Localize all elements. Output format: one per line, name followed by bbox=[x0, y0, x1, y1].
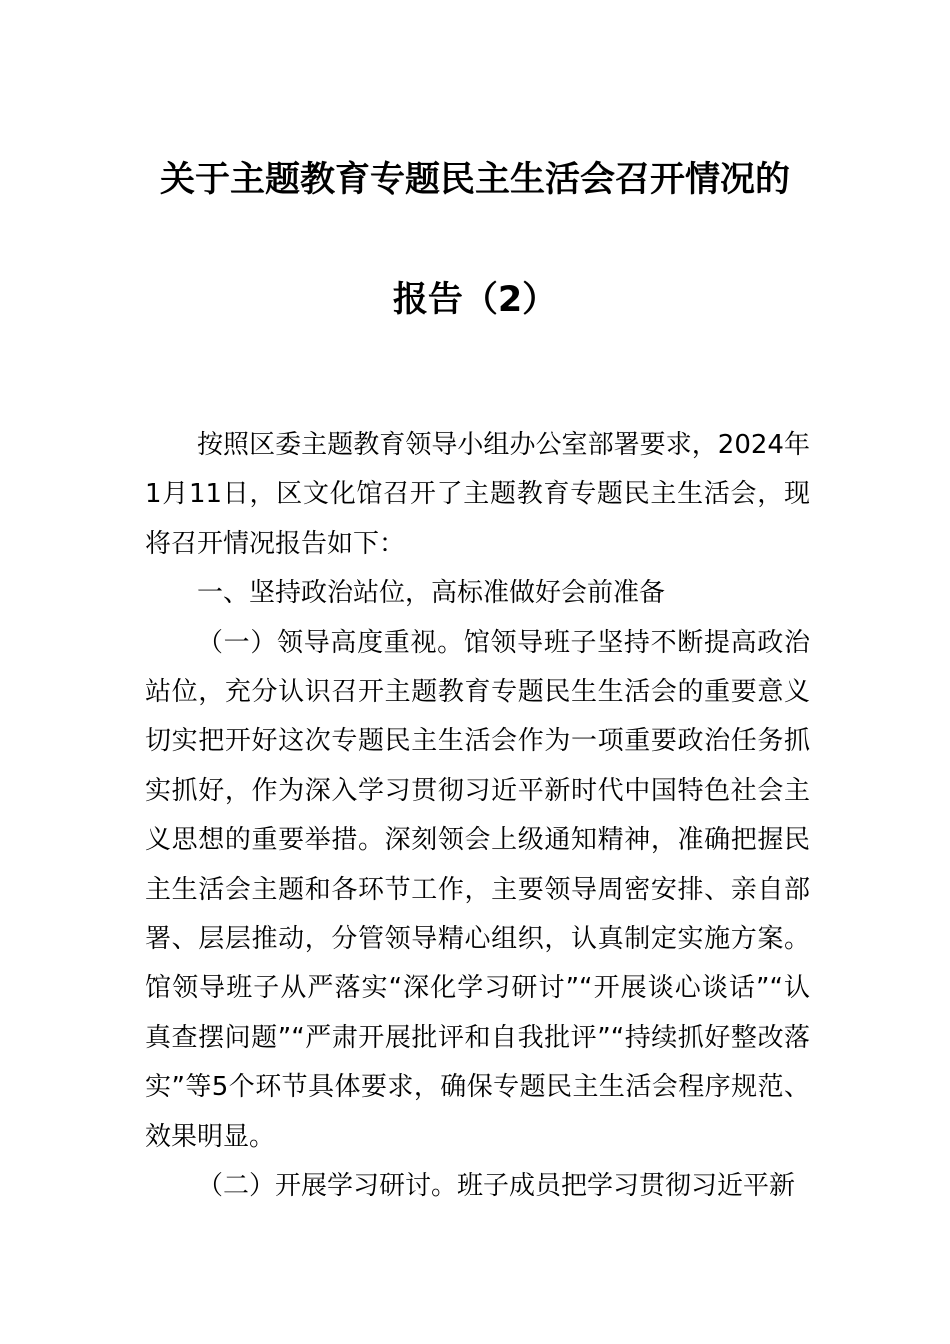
paragraph-leadership: （一）领导高度重视。馆领导班子坚持不断提高政治站位，充分认识召开主题教育专题民生生活会的重要意义切实把开好这次专题民主生活会作为一项重要政治任务抓实抓好，作为深入学习贯彻习近平新时代中国特色社会主义思想的重要举措。深刻领会上级通知精神，准确把握民主生活会主题和各环节工作，主要领导周密安排、亲自部署、层层推动，分管领导精心组织，认真制定实施方案。馆领导班子从严落实“深化学习研讨”“开展谈心谈话”“认真查摆问题”“严肃开展批评和自我批评”“持续抓好整改落实”等5个环节具体要求，确保专题民主生活会程序规范、效果明显。 bbox=[145, 627, 810, 1152]
paragraph-study: （二）开展学习研讨。班子成员把学习贯彻习近平新 bbox=[197, 1171, 796, 1202]
document-title-line-1: 关于主题教育专题民主生活会召开情况的 bbox=[159, 160, 790, 200]
paragraph-intro: 按照区委主题教育领导小组办公室部署要求，2024年1月11日，区文化馆召开了主题教育专题民主生活会，现将召开情况报告如下： bbox=[145, 430, 810, 559]
document-body bbox=[145, 421, 810, 1212]
document-title-line-2: 报告（2） bbox=[392, 280, 558, 320]
section-heading-1: 一、坚持政治站位，高标准做好会前准备 bbox=[197, 578, 666, 609]
